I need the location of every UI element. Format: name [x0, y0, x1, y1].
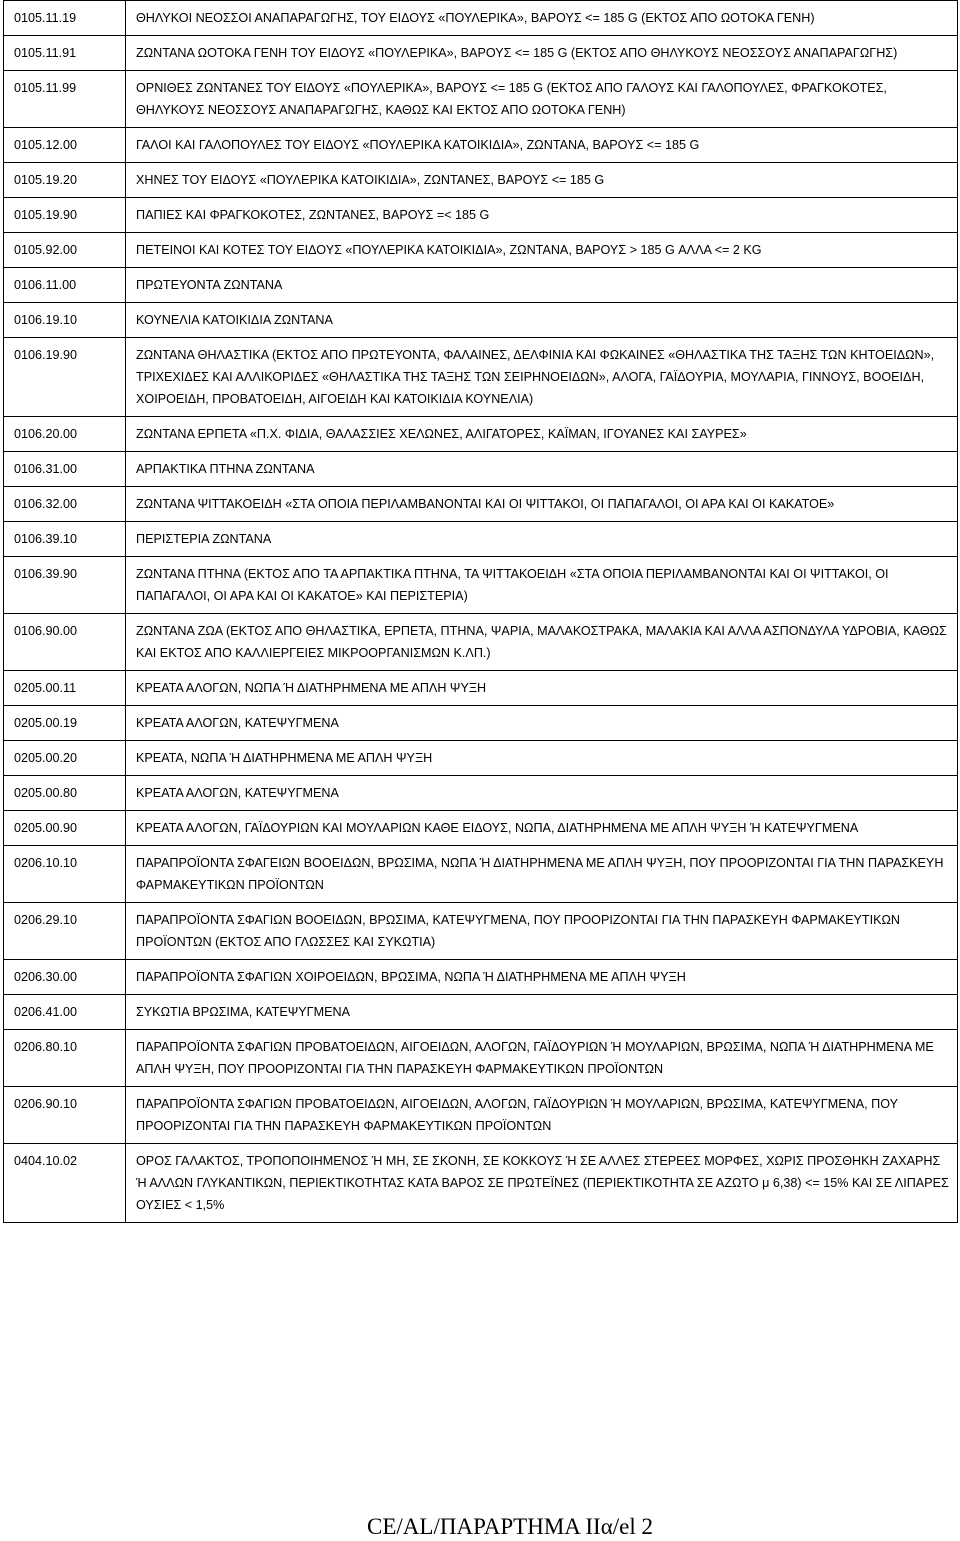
document-page — [3, 0, 957, 1223]
table-row — [4, 811, 958, 846]
table-row — [4, 671, 958, 706]
tariff-code: 0205.00.11 — [4, 671, 126, 706]
product-description: ΧΗΝΕΣ ΤΟΥ ΕΙΔΟΥΣ «ΠΟΥΛΕΡΙΚΑ ΚΑΤΟΙΚΙΔΙΑ», ΖΩΝΤΑΝΕΣ, ΒΑΡΟΥΣ <= 185 G — [126, 163, 958, 198]
product-description: ΘΗΛΥΚΟΙ ΝΕΟΣΣΟΙ ΑΝΑΠΑΡΑΓΩΓΗΣ, ΤΟΥ ΕΙΔΟΥΣ «ΠΟΥΛΕΡΙΚΑ», ΒΑΡΟΥΣ <= 185 G (ΕΚΤΟΣ ΑΠΟ ΩΟΤΟΚΑ ΓΕΝΗ) — [126, 1, 958, 36]
table-row — [4, 846, 958, 903]
product-description: ΟΡΟΣ ΓΑΛΑΚΤΟΣ, ΤΡΟΠΟΠΟΙΗΜΕΝΟΣ Ή ΜΗ, ΣΕ ΣΚΟΝΗ, ΣΕ ΚΟΚΚΟΥΣ Ή ΣΕ ΑΛΛΕΣ ΣΤΕΡΕΕΣ ΜΟΡΦΕΣ, ΧΩΡΙΣ ΠΡΟΣΘΗΚΗ ΖΑΧΑΡΗΣ Ή ΑΛΛΩΝ ΓΛΥΚΑΝΤΙΚΩΝ, ΠΕΡΙΕΚΤΙΚΟΤΗΤΑΣ ΚΑΤΑ ΒΑΡΟΣ ΣΕ ΠΡΩΤΕΪΝΕΣ (ΠΕΡΙΕΚΤΙΚΟΤΗΤΑ ΣΕ ΑΖΩΤΟ μ 6,38) <= 15% ΚΑΙ ΣΕ ΛΙΠΑΡΕΣ ΟΥΣΙΕΣ < 1,5% — [126, 1144, 958, 1223]
product-description: ΣΥΚΩΤΙΑ ΒΡΩΣΙΜΑ, ΚΑΤΕΨΥΓΜΕΝΑ — [126, 995, 958, 1030]
table-row — [4, 1, 958, 36]
product-description: ΚΟΥΝΕΛΙΑ ΚΑΤΟΙΚΙΔΙΑ ΖΩΝΤΑΝΑ — [126, 303, 958, 338]
tariff-code-table — [3, 0, 958, 1223]
table-row — [4, 995, 958, 1030]
product-description: ΠΡΩΤΕΥΟΝΤΑ ΖΩΝΤΑΝΑ — [126, 268, 958, 303]
tariff-code: 0205.00.90 — [4, 811, 126, 846]
table-row — [4, 614, 958, 671]
tariff-code: 0206.80.10 — [4, 1030, 126, 1087]
tariff-code: 0106.19.90 — [4, 338, 126, 417]
product-description: ΟΡΝΙΘΕΣ ΖΩΝΤΑΝΕΣ ΤΟΥ ΕΙΔΟΥΣ «ΠΟΥΛΕΡΙΚΑ», ΒΑΡΟΥΣ <= 185 G (ΕΚΤΟΣ ΑΠΟ ΓΑΛΟΥΣ ΚΑΙ ΓΑΛΟΠΟΥΛΕΣ, ΦΡΑΓΚΟΚΟΤΕΣ, ΘΗΛΥΚΟΥΣ ΝΕΟΣΣΟΥΣ ΑΝΑΠΑΡΑΓΩΓΗΣ, ΚΑΘΩΣ ΚΑΙ ΕΚΤΟΣ ΑΠΟ ΩΟΤΟΚΑ ΓΕΝΗ) — [126, 71, 958, 128]
table-row — [4, 1144, 958, 1223]
table-row — [4, 233, 958, 268]
table-row — [4, 741, 958, 776]
table-row — [4, 268, 958, 303]
tariff-code: 0106.39.90 — [4, 557, 126, 614]
product-description: ΠΑΡΑΠΡΟΪΟΝΤΑ ΣΦΑΓΕΙΩΝ ΒΟΟΕΙΔΩΝ, ΒΡΩΣΙΜΑ, ΝΩΠΑ Ή ΔΙΑΤΗΡΗΜΕΝΑ ΜΕ ΑΠΛΗ ΨΥΞΗ, ΠΟΥ ΠΡΟΟΡΙΖΟΝΤΑΙ ΓΙΑ ΤΗΝ ΠΑΡΑΣΚΕΥΗ ΦΑΡΜΑΚΕΥΤΙΚΩΝ ΠΡΟΪΟΝΤΩΝ — [126, 846, 958, 903]
tariff-code: 0206.30.00 — [4, 960, 126, 995]
tariff-code: 0206.10.10 — [4, 846, 126, 903]
tariff-code: 0106.20.00 — [4, 417, 126, 452]
tariff-code: 0106.19.10 — [4, 303, 126, 338]
table-body — [4, 1, 958, 1223]
tariff-code: 0206.90.10 — [4, 1087, 126, 1144]
table-row — [4, 903, 958, 960]
table-row — [4, 557, 958, 614]
tariff-code: 0206.29.10 — [4, 903, 126, 960]
product-description: ΠΕΡΙΣΤΕΡΙΑ ΖΩΝΤΑΝΑ — [126, 522, 958, 557]
tariff-code: 0206.41.00 — [4, 995, 126, 1030]
tariff-code: 0105.12.00 — [4, 128, 126, 163]
table-row — [4, 198, 958, 233]
table-row — [4, 303, 958, 338]
product-description: ΑΡΠΑΚΤΙΚΑ ΠΤΗΝΑ ΖΩΝΤΑΝΑ — [126, 452, 958, 487]
product-description: ΖΩΝΤΑΝΑ ΖΩΑ (ΕΚΤΟΣ ΑΠΟ ΘΗΛΑΣΤΙΚΑ, ΕΡΠΕΤΑ, ΠΤΗΝΑ, ΨΑΡΙΑ, ΜΑΛΑΚΟΣΤΡΑΚΑ, ΜΑΛΑΚΙΑ ΚΑΙ ΑΛΛΑ ΑΣΠΟΝΔΥΛΑ ΥΔΡΟΒΙΑ, ΚΑΘΩΣ ΚΑΙ ΕΚΤΟΣ ΑΠΟ ΚΑΛΛΙΕΡΓΕΙΕΣ ΜΙΚΡΟΟΡΓΑΝΙΣΜΩΝ Κ.ΛΠ.) — [126, 614, 958, 671]
tariff-code: 0106.90.00 — [4, 614, 126, 671]
product-description: ΖΩΝΤΑΝΑ ΠΤΗΝΑ (ΕΚΤΟΣ ΑΠΟ ΤΑ ΑΡΠΑΚΤΙΚΑ ΠΤΗΝΑ, ΤΑ ΨΙΤΤΑΚΟΕΙΔΗ «ΣΤΑ ΟΠΟΙΑ ΠΕΡΙΛΑΜΒΑΝΟΝΤΑΙ ΚΑΙ ΟΙ ΨΙΤΤΑΚΟΙ, ΟΙ ΠΑΠΑΓΑΛΟΙ, ΟΙ ΑΡΑ ΚΑΙ ΟΙ ΚΑΚΑΤΟΕ» ΚΑΙ ΠΕΡΙΣΤΕΡΙΑ) — [126, 557, 958, 614]
product-description: ΓΑΛΟΙ ΚΑΙ ΓΑΛΟΠΟΥΛΕΣ ΤΟΥ ΕΙΔΟΥΣ «ΠΟΥΛΕΡΙΚΑ ΚΑΤΟΙΚΙΔΙΑ», ΖΩΝΤΑΝΑ, ΒΑΡΟΥΣ <= 185 G — [126, 128, 958, 163]
table-row — [4, 338, 958, 417]
table-row — [4, 522, 958, 557]
table-row — [4, 776, 958, 811]
product-description: ΠΑΡΑΠΡΟΪΟΝΤΑ ΣΦΑΓΙΩΝ ΒΟΟΕΙΔΩΝ, ΒΡΩΣΙΜΑ, ΚΑΤΕΨΥΓΜΕΝΑ, ΠΟΥ ΠΡΟΟΡΙΖΟΝΤΑΙ ΓΙΑ ΤΗΝ ΠΑΡΑΣΚΕΥΗ ΦΑΡΜΑΚΕΥΤΙΚΩΝ ΠΡΟΪΟΝΤΩΝ (ΕΚΤΟΣ ΑΠΟ ΓΛΩΣΣΕΣ ΚΑΙ ΣΥΚΩΤΙΑ) — [126, 903, 958, 960]
product-description: ΠΑΡΑΠΡΟΪΟΝΤΑ ΣΦΑΓΙΩΝ ΧΟΙΡΟΕΙΔΩΝ, ΒΡΩΣΙΜΑ, ΝΩΠΑ Ή ΔΙΑΤΗΡΗΜΕΝΑ ΜΕ ΑΠΛΗ ΨΥΞΗ — [126, 960, 958, 995]
product-description: ΖΩΝΤΑΝΑ ΩΟΤΟΚΑ ΓΕΝΗ ΤΟΥ ΕΙΔΟΥΣ «ΠΟΥΛΕΡΙΚΑ», ΒΑΡΟΥΣ <= 185 G (ΕΚΤΟΣ ΑΠΟ ΘΗΛΥΚΟΥΣ ΝΕΟΣΣΟΥΣ ΑΝΑΠΑΡΑΓΩΓΗΣ) — [126, 36, 958, 71]
table-row — [4, 706, 958, 741]
product-description: ΚΡΕΑΤΑ ΑΛΟΓΩΝ, ΚΑΤΕΨΥΓΜΕΝΑ — [126, 706, 958, 741]
tariff-code: 0205.00.19 — [4, 706, 126, 741]
product-description: ΠΑΠΙΕΣ ΚΑΙ ΦΡΑΓΚΟΚΟΤΕΣ, ΖΩΝΤΑΝΕΣ, ΒΑΡΟΥΣ =< 185 G — [126, 198, 958, 233]
table-row — [4, 128, 958, 163]
table-row — [4, 71, 958, 128]
table-row — [4, 417, 958, 452]
table-row — [4, 452, 958, 487]
product-description: ΚΡΕΑΤΑ ΑΛΟΓΩΝ, ΚΑΤΕΨΥΓΜΕΝΑ — [126, 776, 958, 811]
product-description: ΠΕΤΕΙΝΟΙ ΚΑΙ ΚΟΤΕΣ ΤΟΥ ΕΙΔΟΥΣ «ΠΟΥΛΕΡΙΚΑ ΚΑΤΟΙΚΙΔΙΑ», ΖΩΝΤΑΝΑ, ΒΑΡΟΥΣ > 185 G ΑΛΛΑ <= 2 KG — [126, 233, 958, 268]
product-description: ΖΩΝΤΑΝΑ ΕΡΠΕΤΑ «Π.Χ. ΦΙΔΙΑ, ΘΑΛΑΣΣΙΕΣ ΧΕΛΩΝΕΣ, ΑΛΙΓΑΤΟΡΕΣ, ΚΑΪΜΑΝ, ΙΓΟΥΑΝΕΣ ΚΑΙ ΣΑΥΡΕΣ» — [126, 417, 958, 452]
tariff-code: 0105.11.99 — [4, 71, 126, 128]
product-description: ΚΡΕΑΤΑ, ΝΩΠΑ Ή ΔΙΑΤΗΡΗΜΕΝΑ ΜΕ ΑΠΛΗ ΨΥΞΗ — [126, 741, 958, 776]
tariff-code: 0106.31.00 — [4, 452, 126, 487]
product-description: ΚΡΕΑΤΑ ΑΛΟΓΩΝ, ΓΑΪΔΟΥΡΙΩΝ ΚΑΙ ΜΟΥΛΑΡΙΩΝ ΚΑΘΕ ΕΙΔΟΥΣ, ΝΩΠΑ, ΔΙΑΤΗΡΗΜΕΝΑ ΜΕ ΑΠΛΗ ΨΥΞΗ Ή ΚΑΤΕΨΥΓΜΕΝΑ — [126, 811, 958, 846]
product-description: ΠΑΡΑΠΡΟΪΟΝΤΑ ΣΦΑΓΙΩΝ ΠΡΟΒΑΤΟΕΙΔΩΝ, ΑΙΓΟΕΙΔΩΝ, ΑΛΟΓΩΝ, ΓΑΪΔΟΥΡΙΩΝ Ή ΜΟΥΛΑΡΙΩΝ, ΒΡΩΣΙΜΑ, ΝΩΠΑ Ή ΔΙΑΤΗΡΗΜΕΝΑ ΜΕ ΑΠΛΗ ΨΥΞΗ, ΠΟΥ ΠΡΟΟΡΙΖΟΝΤΑΙ ΓΙΑ ΤΗΝ ΠΑΡΑΣΚΕΥΗ ΦΑΡΜΑΚΕΥΤΙΚΩΝ ΠΡΟΪΟΝΤΩΝ — [126, 1030, 958, 1087]
tariff-code: 0106.32.00 — [4, 487, 126, 522]
tariff-code: 0105.19.90 — [4, 198, 126, 233]
product-description: ΖΩΝΤΑΝΑ ΘΗΛΑΣΤΙΚΑ (ΕΚΤΟΣ ΑΠΟ ΠΡΩΤΕΥΟΝΤΑ, ΦΑΛΑΙΝΕΣ, ΔΕΛΦΙΝΙΑ ΚΑΙ ΦΩΚΑΙΝΕΣ «ΘΗΛΑΣΤΙΚΑ ΤΗΣ ΤΑΞΗΣ ΤΩΝ ΚΗΤΟΕΙΔΩΝ», ΤΡΙΧΕΧΙΔΕΣ ΚΑΙ ΑΛΛΙΚΟΡΙΔΕΣ «ΘΗΛΑΣΤΙΚΑ ΤΗΣ ΤΑΞΗΣ ΤΩΝ ΣΕΙΡΗΝΟΕΙΔΩΝ», ΑΛΟΓΑ, ΓΑΪΔΟΥΡΙΑ, ΜΟΥΛΑΡΙΑ, ΓΙΝΝΟΥΣ, ΒΟΟΕΙΔΗ, ΧΟΙΡΟΕΙΔΗ, ΠΡΟΒΑΤΟΕΙΔΗ, ΑΙΓΟΕΙΔΗ ΚΑΙ ΚΑΤΟΙΚΙΔΙΑ ΚΟΥΝΕΛΙΑ) — [126, 338, 958, 417]
tariff-code: 0205.00.20 — [4, 741, 126, 776]
page-footer-reference: CE/AL/ΠΑΡΑΡΤΗΜΑ IIα/el 2 — [367, 1514, 653, 1539]
table-row — [4, 1087, 958, 1144]
tariff-code: 0105.92.00 — [4, 233, 126, 268]
table-row — [4, 36, 958, 71]
tariff-code: 0106.11.00 — [4, 268, 126, 303]
tariff-code: 0105.11.19 — [4, 1, 126, 36]
table-row — [4, 1030, 958, 1087]
product-description: ΠΑΡΑΠΡΟΪΟΝΤΑ ΣΦΑΓΙΩΝ ΠΡΟΒΑΤΟΕΙΔΩΝ, ΑΙΓΟΕΙΔΩΝ, ΑΛΟΓΩΝ, ΓΑΪΔΟΥΡΙΩΝ Ή ΜΟΥΛΑΡΙΩΝ, ΒΡΩΣΙΜΑ, ΚΑΤΕΨΥΓΜΕΝΑ, ΠΟΥ ΠΡΟΟΡΙΖΟΝΤΑΙ ΓΙΑ ΤΗΝ ΠΑΡΑΣΚΕΥΗ ΦΑΡΜΑΚΕΥΤΙΚΩΝ ΠΡΟΪΟΝΤΩΝ — [126, 1087, 958, 1144]
product-description: ΖΩΝΤΑΝΑ ΨΙΤΤΑΚΟΕΙΔΗ «ΣΤΑ ΟΠΟΙΑ ΠΕΡΙΛΑΜΒΑΝΟΝΤΑΙ ΚΑΙ ΟΙ ΨΙΤΤΑΚΟΙ, ΟΙ ΠΑΠΑΓΑΛΟΙ, ΟΙ ΑΡΑ ΚΑΙ ΟΙ ΚΑΚΑΤΟΕ» — [126, 487, 958, 522]
table-row — [4, 163, 958, 198]
product-description: ΚΡΕΑΤΑ ΑΛΟΓΩΝ, ΝΩΠΑ Ή ΔΙΑΤΗΡΗΜΕΝΑ ΜΕ ΑΠΛΗ ΨΥΞΗ — [126, 671, 958, 706]
table-row — [4, 960, 958, 995]
tariff-code: 0105.11.91 — [4, 36, 126, 71]
tariff-code: 0106.39.10 — [4, 522, 126, 557]
tariff-code: 0404.10.02 — [4, 1144, 126, 1223]
tariff-code: 0205.00.80 — [4, 776, 126, 811]
tariff-code: 0105.19.20 — [4, 163, 126, 198]
table-row — [4, 487, 958, 522]
